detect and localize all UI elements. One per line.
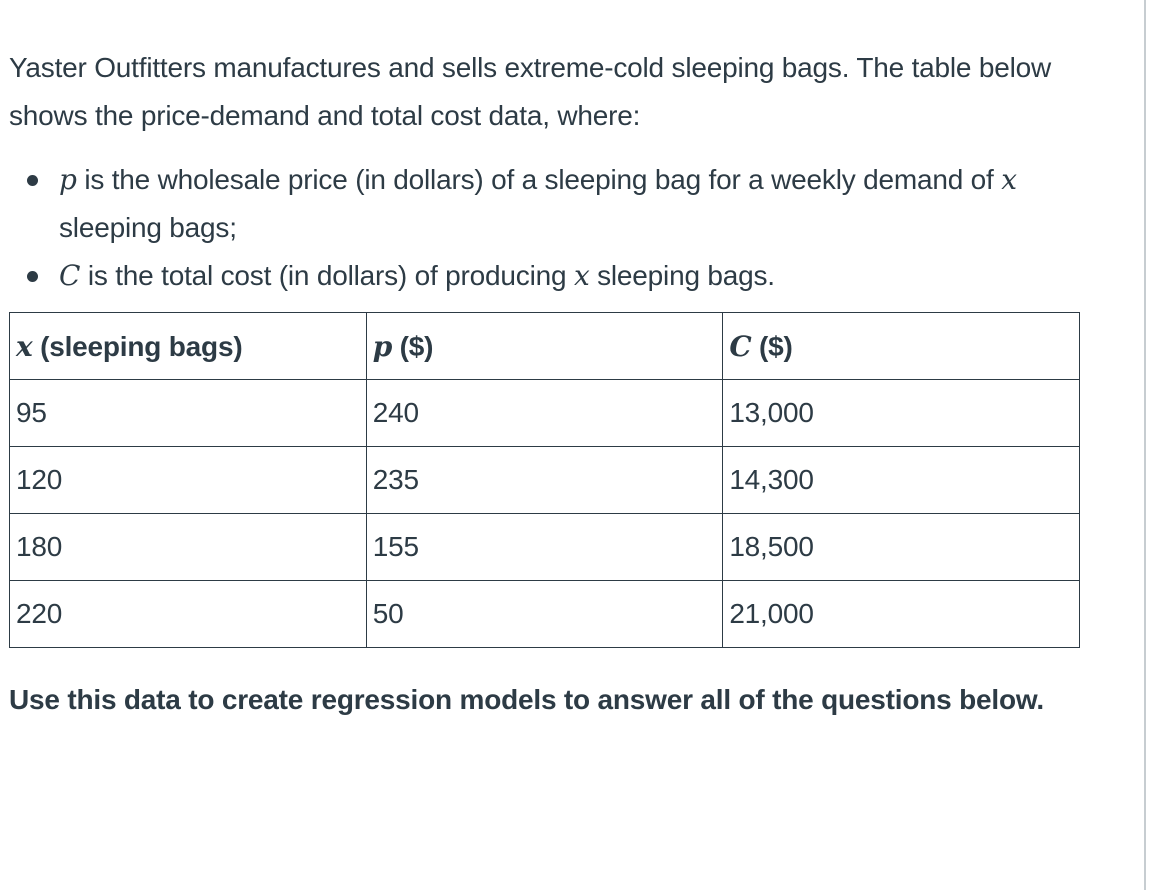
cell-p: 50 (366, 581, 723, 648)
variable-c: C (729, 329, 752, 363)
variable-p: p (372, 329, 393, 363)
table-row (10, 380, 1080, 447)
definition-list (9, 156, 1089, 300)
header-x (10, 313, 367, 380)
definition-text: sleeping bags. (589, 260, 775, 291)
cell-c: 18,500 (723, 514, 1080, 581)
page-right-border (1144, 0, 1146, 890)
cell-x: 120 (10, 447, 367, 514)
header-label: ($) (751, 330, 793, 362)
table-header-row (10, 313, 1080, 380)
definition-item-p (9, 156, 1089, 252)
cell-p: 155 (366, 514, 723, 581)
table-row (10, 514, 1080, 581)
definition-item-c (9, 252, 1089, 300)
definition-text: sleeping bags; (59, 212, 237, 243)
instruction-paragraph: Use this data to create regression models to answer all of the questions below. (9, 684, 1044, 715)
table-row (10, 581, 1080, 648)
cell-p: 235 (366, 447, 723, 514)
header-p (366, 313, 723, 380)
bullet-icon (27, 175, 38, 186)
variable-x: x (573, 259, 590, 292)
variable-x: x (16, 329, 33, 363)
variable-p: p (59, 163, 77, 196)
cell-x: 180 (10, 514, 367, 581)
header-label: (sleeping bags) (32, 330, 243, 362)
variable-c: C (59, 259, 81, 292)
cell-x: 220 (10, 581, 367, 648)
cell-c: 13,000 (723, 380, 1080, 447)
cell-x: 95 (10, 380, 367, 447)
definition-text: is the total cost (in dollars) of producing (80, 260, 574, 291)
intro-paragraph: Yaster Outfitters manufactures and sells extreme-cold sleeping bags. The table below shows the price-demand and total cost data, where: (9, 52, 1052, 131)
variable-x: x (1001, 163, 1017, 196)
table-row (10, 447, 1080, 514)
header-label: ($) (392, 330, 434, 362)
cell-c: 21,000 (723, 581, 1080, 648)
question-content (9, 44, 1089, 724)
cell-c: 14,300 (723, 447, 1080, 514)
data-table (9, 312, 1080, 648)
header-c (723, 313, 1080, 380)
definition-text: is the wholesale price (in dollars) of a sleeping bag for a weekly demand of (76, 164, 1002, 195)
bullet-icon (27, 271, 38, 282)
cell-p: 240 (366, 380, 723, 447)
